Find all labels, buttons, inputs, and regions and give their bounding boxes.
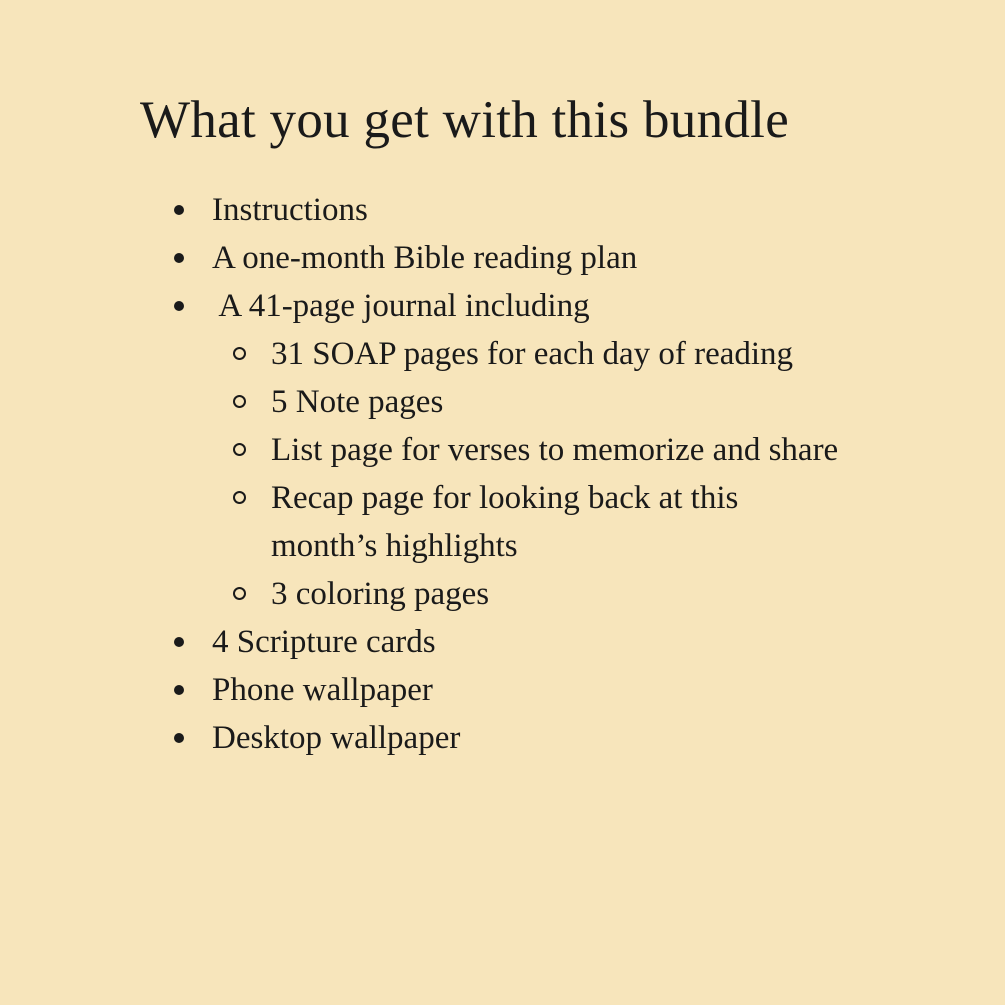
bullet-disc-icon bbox=[174, 301, 184, 311]
list-item-journal bbox=[0, 282, 1005, 618]
list-item-instructions bbox=[0, 186, 1005, 234]
sublist-item-label: Recap page for looking back at this month’s highlights bbox=[271, 480, 739, 564]
bundle-contents-list bbox=[0, 186, 1005, 762]
bullet-disc-icon bbox=[174, 733, 184, 743]
list-item-label: Instructions bbox=[212, 192, 368, 228]
bullet-disc-icon bbox=[174, 685, 184, 695]
sublist-item-label: 3 coloring pages bbox=[271, 576, 490, 612]
bullet-disc-icon bbox=[174, 637, 184, 647]
list-item-scripture-cards bbox=[0, 618, 1005, 666]
list-item-label: A one-month Bible reading plan bbox=[212, 240, 638, 276]
sublist-item-coloring-pages bbox=[0, 570, 1005, 618]
sublist-item-label: List page for verses to memorize and share bbox=[271, 432, 839, 468]
journal-sublist bbox=[0, 330, 1005, 618]
bullet-circle-icon bbox=[233, 587, 246, 600]
page-title: What you get with this bundle bbox=[140, 91, 790, 149]
list-item-reading-plan bbox=[0, 234, 1005, 282]
bullet-circle-icon bbox=[233, 395, 246, 408]
list-item-label: Phone wallpaper bbox=[212, 672, 433, 708]
list-item-desktop-wallpaper bbox=[0, 714, 1005, 762]
list-item-label: 4 Scripture cards bbox=[212, 624, 436, 660]
list-item-label: A 41-page journal including bbox=[212, 288, 590, 324]
sublist-item-label: 31 SOAP pages for each day of reading bbox=[271, 336, 794, 372]
sublist-item-soap-pages bbox=[0, 330, 1005, 378]
sublist-item-recap-page bbox=[0, 474, 1005, 570]
bullet-disc-icon bbox=[174, 205, 184, 215]
bullet-circle-icon bbox=[233, 491, 246, 504]
sublist-item-label: 5 Note pages bbox=[271, 384, 444, 420]
list-item-phone-wallpaper bbox=[0, 666, 1005, 714]
list-item-label: Desktop wallpaper bbox=[212, 720, 461, 756]
bullet-disc-icon bbox=[174, 253, 184, 263]
sublist-item-list-page bbox=[0, 426, 1005, 474]
bullet-circle-icon bbox=[233, 443, 246, 456]
bullet-circle-icon bbox=[233, 347, 246, 360]
sublist-item-note-pages bbox=[0, 378, 1005, 426]
